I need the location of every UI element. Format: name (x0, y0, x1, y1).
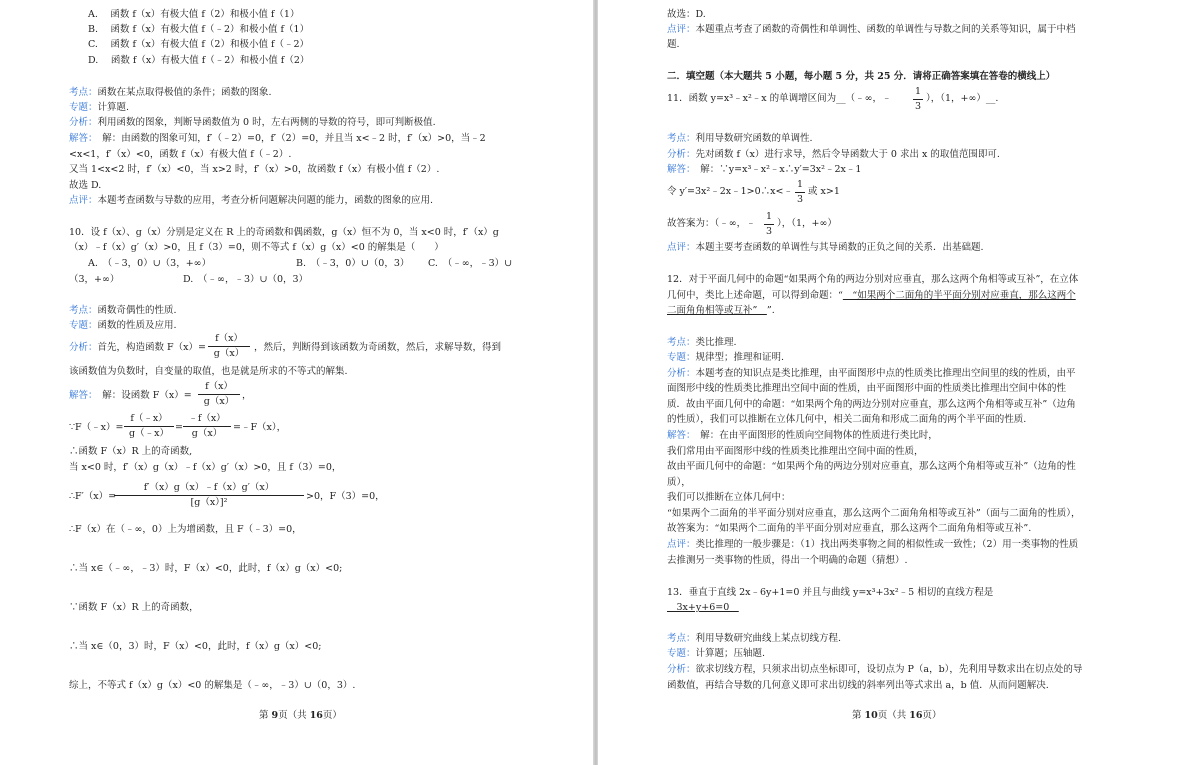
q10-fenxi-2: 该函数值为负数时，自变量的取值，也是就是所求的不等式的解集. (69, 366, 348, 377)
zhuanti-label: 专题： (667, 352, 696, 363)
q9-zhuanti (69, 102, 129, 114)
page-9 (0, 0, 595, 765)
page-footer (852, 707, 942, 721)
footer-mid: 页（共 (278, 710, 310, 721)
fraction-denominator: 3 (765, 226, 773, 237)
option-b: B. 函数 f（x）有极大值 f（﹣2）和极小值 f（1） (88, 24, 310, 35)
q12-jieda (667, 430, 938, 442)
fraction-numerator: f（x） (205, 381, 233, 392)
fenxi-text: 先对函数 f（x）进行求导，然后令导函数大于 0 求出 x 的取值范围即可. (695, 149, 1000, 160)
fraction-f-over-g-2 (198, 381, 240, 408)
fraction-numerator: 1 (765, 211, 773, 222)
q13-kaodian (667, 633, 841, 645)
q10-step-1-eq: = (175, 422, 183, 433)
fraction-f-over-g (208, 333, 250, 360)
q12-kaodian (667, 337, 737, 349)
q10-stem-2: （x）﹣f（x）g′（x）>0，且 f（3）=0，则不等式 f（x）g（x）<0 的解集是（ ） (69, 242, 444, 253)
q10-step-5: ∴F（x）在（﹣∞，0）上为增函数，且 F（﹣3）=0， (69, 524, 302, 535)
fenxi-text: 利用函数的图象，判断导函数值为 0 时，左右两侧的导数的符号，即可判断极值. (97, 117, 436, 128)
kaodian-label: 考点： (69, 87, 98, 98)
q11-fenxi (667, 149, 1000, 161)
zhuanti-text: 规律型；推理和证明. (695, 352, 785, 363)
jieda-text: 解：在由平面图形的性质向空间物体的性质进行类比时， (690, 430, 938, 441)
q10-step-2: ∴函数 F（x）R 上的奇函数, (69, 446, 193, 457)
q10-option-c-cont: （3，+∞） (69, 274, 120, 285)
dianping-label: 点评： (667, 24, 696, 35)
q10-jieda (69, 390, 192, 402)
kaodian-text: 函数在某点取得极值的条件；函数的图象. (97, 87, 272, 98)
kaodian-text: 利用导数研究曲线上某点切线方程. (695, 633, 842, 644)
fenxi-text-a: 首先，构造函数 F（x）= (97, 342, 206, 353)
option-d: D. 函数 f（x）有极大值 f（﹣2）和极小值 f（2） (88, 55, 310, 66)
fraction-numerator: 1 (914, 86, 922, 97)
fenxi-label: 分析： (667, 664, 696, 675)
q11-jieda (667, 164, 861, 176)
q12-jieda-4: 质）， (667, 477, 691, 488)
q12-stem-3-text: ”. (766, 305, 775, 316)
answer-choice: 故选：D. (667, 9, 706, 20)
kaodian-label: 考点： (667, 133, 696, 144)
jieda-label: 解答： (69, 133, 93, 144)
q10-step-1a: ∵F（﹣x）= (69, 422, 124, 433)
dianping-2: 题. (667, 39, 680, 50)
fraction-numerator: ﹣f（x） (188, 413, 226, 424)
q11-stem-a: 11．函数 y=x³﹣x²﹣x 的单调增区间为__（﹣∞，﹣ (667, 93, 892, 104)
q13-stem-1: 13．垂直于直线 2x﹣6y+1=0 并且与曲线 y=x³+3x²﹣5 相切的直线方程是 (667, 587, 994, 598)
q10-option-d: D. （﹣∞，﹣3）∪（0，3） (183, 274, 309, 285)
q11-stem-b: ），（1，+∞）__. (926, 93, 999, 104)
jieda-label: 解答： (667, 430, 691, 441)
fraction-denominator: g（x） (191, 428, 223, 439)
q13-zhuanti (667, 648, 765, 660)
footer-page-number: 9 (271, 710, 279, 721)
q11-step-2b: ），（1，+∞） (777, 218, 837, 229)
footer-total-pages: 16 (309, 710, 323, 721)
option-c: C. 函数 f（x）有极大值 f（2）和极小值 f（﹣2） (88, 39, 310, 50)
section-heading: 二．填空题（本大题共 5 小题，每小题 5 分，共 25 分．请将正确答案填在答卷的横线上） (667, 71, 1056, 82)
fraction-one-third (913, 86, 923, 113)
q12-jieda-5: 我们可以推断在立体几何中： (667, 492, 791, 503)
fraction-denominator: [g（x）]² (190, 497, 228, 508)
footer-suffix: 页） (922, 710, 942, 721)
q10-fenxi (69, 342, 206, 354)
q12-dianping (667, 539, 1078, 551)
q12-fenxi-4: 的性质），我们可以推断在立体几何中，相关二面角和形成二面角的两个半平面的性质. (667, 414, 1027, 425)
option-a: A. 函数 f（x）有极大值 f（2）和极小值 f（1） (88, 9, 300, 20)
q10-step-1b: =﹣F（x）， (233, 422, 287, 433)
q10-step-7: ∵函数 F（x）R 上的奇函数， (69, 602, 199, 613)
q10-jieda-b: ， (242, 390, 252, 401)
q12-stem-3 (667, 305, 775, 317)
q10-step-4b: >0，F（3）=0， (306, 491, 385, 502)
fraction-one-third-3 (764, 211, 774, 238)
dianping-label: 点评： (69, 195, 98, 206)
q10-step-3: 当 x<0 时，f′（x）g（x）﹣f（x）g′（x）>0，且 f（3）=0， (69, 462, 342, 473)
q10-kaodian (69, 305, 177, 317)
q13-fenxi-2: 函数值，再结合导数的几何意义即可求出切线的斜率列出等式求出 a，b 值．从而问题解决. (667, 680, 1049, 691)
dianping-text: 本题考查函数与导数的应用，考查分析问题解决问题的能力，函数的图象的应用. (97, 195, 434, 206)
footer-prefix: 第 (852, 710, 865, 721)
dianping-text: 类比推理的一般步骤是：（1）找出两类事物之间的相似性或一致性；（2）用一类事物的性质 (695, 539, 1079, 550)
q13-answer: 3x+y+6=0 (667, 602, 739, 613)
zhuanti-label: 专题： (69, 320, 98, 331)
q12-zhuanti (667, 352, 784, 364)
q10-option-c: C. （﹣∞，﹣3）∪ (428, 258, 513, 269)
dianping (667, 24, 1076, 36)
q12-stem-2-text: 几何中，类比上述命题，可以得到命题：“ (667, 290, 843, 301)
footer-mid: 页（共 (877, 710, 910, 721)
dianping-text: 本题主要考查函数的单调性与其导函数的正负之间的关系．出基础题. (695, 242, 984, 253)
fraction-numerator: f（x） (215, 333, 243, 344)
zhuanti-label: 专题： (667, 648, 696, 659)
q10-step-8: ∴当 x∈（0，3）时，F（x）<0，此时，f（x）g（x）<0; (69, 641, 322, 652)
zhuanti-text: 函数的性质及应用. (97, 320, 177, 331)
fraction-numerator: f（﹣x） (130, 413, 168, 424)
q9-jieda-2: <x<1，f′（x）<0，函数 f（x）有极大值 f（﹣2）. (69, 149, 292, 160)
fenxi-label: 分析： (667, 149, 696, 160)
q12-fenxi-2: 面图形中线的性质类比推理出空间中面的性质，由平面图形中面的性质类比推理出空间中体的性 (667, 383, 1067, 394)
fenxi-label: 分析： (69, 342, 98, 353)
fenxi-text: 欲求切线方程，只须求出切点坐标即可，设切点为 P（a，b），先利用导数求出在切点处的导 (695, 664, 1083, 675)
q10-step-4a: ∴F′（x）= (69, 491, 117, 502)
q9-jieda-4: 故选 D. (69, 180, 102, 191)
q12-answer-blank-2: 二面角角相等或互补” (667, 305, 767, 316)
fraction-numerator: 1 (796, 179, 804, 190)
q10-zhuanti (69, 320, 177, 332)
kaodian-text: 类比推理. (695, 337, 737, 348)
footer-page-number: 10 (864, 710, 878, 721)
zhuanti-label: 专题： (69, 102, 98, 113)
kaodian-label: 考点： (667, 337, 696, 348)
fenxi-label: 分析： (667, 368, 696, 379)
footer-prefix: 第 (259, 710, 272, 721)
kaodian-label: 考点： (667, 633, 696, 644)
fraction-minusf-over-g (183, 413, 231, 440)
fraction-derivative (114, 482, 304, 509)
fenxi-label: 分析： (69, 117, 98, 128)
jieda-label: 解答： (667, 164, 691, 175)
footer-suffix: 页） (322, 710, 342, 721)
fraction-denominator: g（x） (213, 348, 245, 359)
jieda-text: 解：∵y=x³﹣x²﹣x∴y′=3x²﹣2x﹣1 (690, 164, 862, 175)
q10-option-b: B. （﹣3，0）∪（0，3） (296, 258, 410, 269)
q10-step-9: 综上，不等式 f（x）g（x）<0 的解集是（﹣∞，﹣3）∪（0，3）. (69, 680, 356, 691)
q9-jieda-3: 又当 1<x<2 时，f′（x）<0，当 x>2 时，f′（x）>0，故函数 f（x）有极小值 f（2）. (69, 164, 440, 175)
footer-total-pages: 16 (909, 710, 923, 721)
fraction-denominator: 3 (914, 101, 922, 112)
page-footer (259, 707, 342, 721)
q11-kaodian (667, 133, 813, 145)
q9-fenxi (69, 117, 436, 129)
q12-fenxi-3: 质．故由平面几何中的命题：“如果两个角的两边分别对应垂直，那么这两个角相等或互补”（边角 (667, 399, 1076, 410)
q12-jieda-2: 我们常用由平面图形中线的性质类比推理出空间中面的性质， (667, 446, 924, 457)
q9-kaodian (69, 87, 272, 99)
q10-option-a: A. （﹣3，0）∪（3，+∞） (88, 258, 212, 269)
q10-fenxi-b: ，然后，判断得到该函数为奇函数，然后，求解导数，得到 (254, 342, 502, 353)
fenxi-text: 本题考查的知识点是类比推理，由平面图形中点的性质类比推理出空间里的线的性质，由平 (695, 368, 1076, 379)
page-10 (598, 0, 1191, 765)
q11-step-1a: 令 y′=3x²﹣2x﹣1>0∴x<﹣ (667, 186, 793, 197)
dianping-label: 点评： (667, 242, 696, 253)
q12-stem-1: 12．对于平面几何中的命题“如果两个角的两边分别对应垂直，那么这两个角相等或互补”，在立体 (667, 274, 1079, 285)
fraction-denominator: g（﹣x） (129, 428, 169, 439)
dianping-text: 本题重点考查了函数的奇偶性和单调性、函数的单调性与导数之间的关系等知识，属于中档 (695, 24, 1076, 35)
q12-jieda-6: “如果两个二面角的半平面分别对应垂直，那么这两个二面角角相等或互补”（面与二面角的性质）， (667, 508, 1081, 519)
q13-fenxi (667, 664, 1082, 676)
q12-answer-blank: “如果两个二面角的半平面分别对应垂直，那么这两个 (842, 290, 1076, 301)
q12-jieda-3: 故由平面几何中的命题：“如果两个角的两边分别对应垂直，那么这两个角相等或互补”（边角的性 (667, 461, 1076, 472)
fraction-one-third-2 (795, 179, 805, 206)
jieda-label: 解答： (69, 390, 93, 401)
q12-dianping-2: 去推测另一类事物的性质，得出一个明确的命题（猜想）. (667, 555, 908, 566)
dianping-label: 点评： (667, 539, 696, 550)
q9-dianping (69, 195, 433, 207)
kaodian-text: 函数奇偶性的性质. (97, 305, 177, 316)
fraction-numerator: f′（x）g（x）﹣f（x）g′（x） (143, 482, 275, 493)
q11-step-1b: 或 x>1 (808, 186, 840, 197)
q12-fenxi (667, 368, 1076, 380)
kaodian-label: 考点： (69, 305, 98, 316)
q12-stem-2 (667, 290, 1076, 302)
zhuanti-text: 计算题. (97, 102, 130, 113)
q12-jieda-7: 故答案为：“如果两个二面角的半平面分别对应垂直，那么这两个二面角角相等或互补”. (667, 523, 1032, 534)
zhuanti-text: 计算题；压轴题. (695, 648, 766, 659)
q11-step-2a: 故答案为：（﹣∞，﹣ (667, 218, 756, 229)
q10-step-6: ∴当 x∈（﹣∞，﹣3）时，F（x）<0，此时，f（x）g（x）<0; (69, 563, 343, 574)
q9-jieda (69, 133, 486, 145)
jieda-text: 解：由函数的图象可知，f′（﹣2）=0，f′（2）=0，并且当 x<﹣2 时，f′（x）>0，当﹣2 (92, 133, 486, 144)
fraction-denominator: g（x） (203, 396, 235, 407)
kaodian-text: 利用导数研究函数的单调性. (695, 133, 813, 144)
jieda-text-a: 解：设函数 F（x）= (92, 390, 192, 401)
fraction-denominator: 3 (796, 194, 804, 205)
q11-dianping (667, 242, 984, 254)
fraction-fminus-over-gminus (124, 413, 174, 440)
q10-stem-1: 10．设 f（x）、g（x）分别是定义在 R 上的奇函数和偶函数，g（x）恒不为 0，当 x<0 时，f′（x）g (69, 227, 499, 238)
